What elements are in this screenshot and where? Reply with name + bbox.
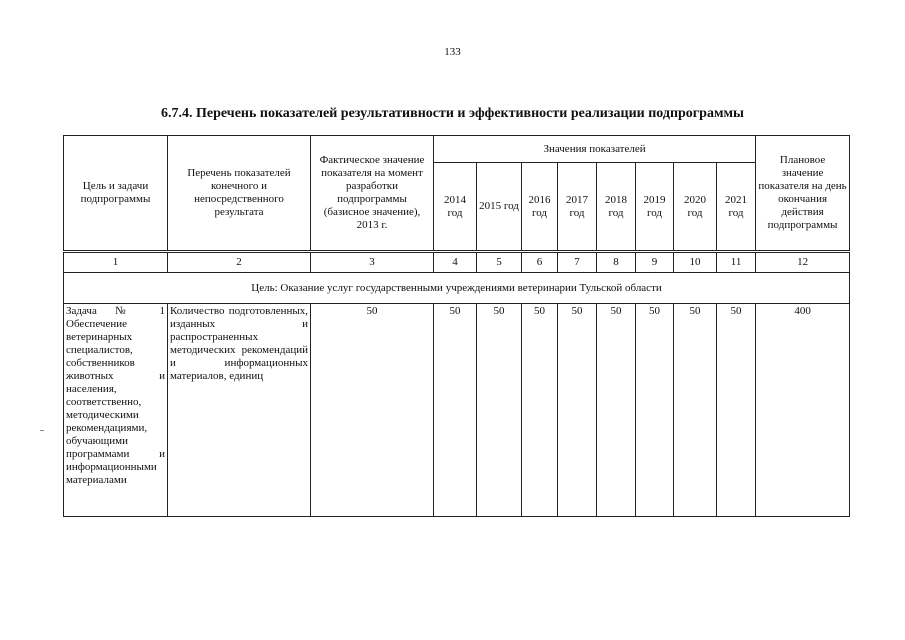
header-year: 2017 год	[558, 163, 597, 252]
year-value-cell: 50	[522, 304, 558, 517]
column-number: 7	[558, 252, 597, 273]
year-value-cell: 50	[636, 304, 674, 517]
column-number: 1	[64, 252, 168, 273]
column-number: 11	[717, 252, 756, 273]
year-value-cell: 50	[597, 304, 636, 517]
year-value-cell: 50	[558, 304, 597, 517]
goal-text: Цель: Оказание услуг государственными учреждениями ветеринарии Тульской области	[64, 273, 850, 304]
year-value-cell: 50	[674, 304, 717, 517]
column-number: 12	[756, 252, 850, 273]
task-cell: Задача № 1 Обеспечение ветеринарных специалистов, собственников животных и населения, соответственно, методическими рекомендациями, обучающими программами и информационными материалами	[64, 304, 168, 517]
header-year: 2015 год	[477, 163, 522, 252]
header-year: 2016 год	[522, 163, 558, 252]
header-row-1	[64, 136, 850, 163]
year-value-cell: 50	[477, 304, 522, 517]
column-number: 8	[597, 252, 636, 273]
column-number: 6	[522, 252, 558, 273]
column-number: 2	[168, 252, 311, 273]
planned-value-cell: 400	[756, 304, 850, 517]
header-goals-tasks: Цель и задачи подпрограммы	[64, 136, 168, 252]
column-number: 4	[434, 252, 477, 273]
column-number: 10	[674, 252, 717, 273]
margin-mark	[40, 430, 44, 431]
header-year: 2019 год	[636, 163, 674, 252]
header-planned-value: Плановое значение показателя на день окончания действия подпрограммы	[756, 136, 850, 252]
year-value-cell: 50	[717, 304, 756, 517]
year-value-cell: 50	[434, 304, 477, 517]
header-year: 2021 год	[717, 163, 756, 252]
column-number: 9	[636, 252, 674, 273]
header-year: 2020 год	[674, 163, 717, 252]
base-value-cell: 50	[311, 304, 434, 517]
column-number-row	[64, 252, 850, 273]
column-number: 3	[311, 252, 434, 273]
header-year: 2014 год	[434, 163, 477, 252]
indicator-cell: Количество подготовленных, изданных и распространенных методических рекомендаций и информационных материалов, единиц	[168, 304, 311, 517]
header-indicator-values: Значения показателей	[434, 136, 756, 163]
header-indicators-list: Перечень показателей конечного и непосредственного результата	[168, 136, 311, 252]
goal-row	[64, 273, 850, 304]
table-row	[64, 304, 850, 517]
document-title: 6.7.4. Перечень показателей результативности и эффективности реализации подпрограммы	[161, 106, 744, 121]
header-base-value: Фактическое значение показателя на момент разработки подпрограммы (базисное значение), 2013 г.	[311, 136, 434, 252]
indicators-table	[63, 135, 850, 517]
column-number: 5	[477, 252, 522, 273]
header-year: 2018 год	[597, 163, 636, 252]
page-number: 133	[444, 46, 461, 58]
